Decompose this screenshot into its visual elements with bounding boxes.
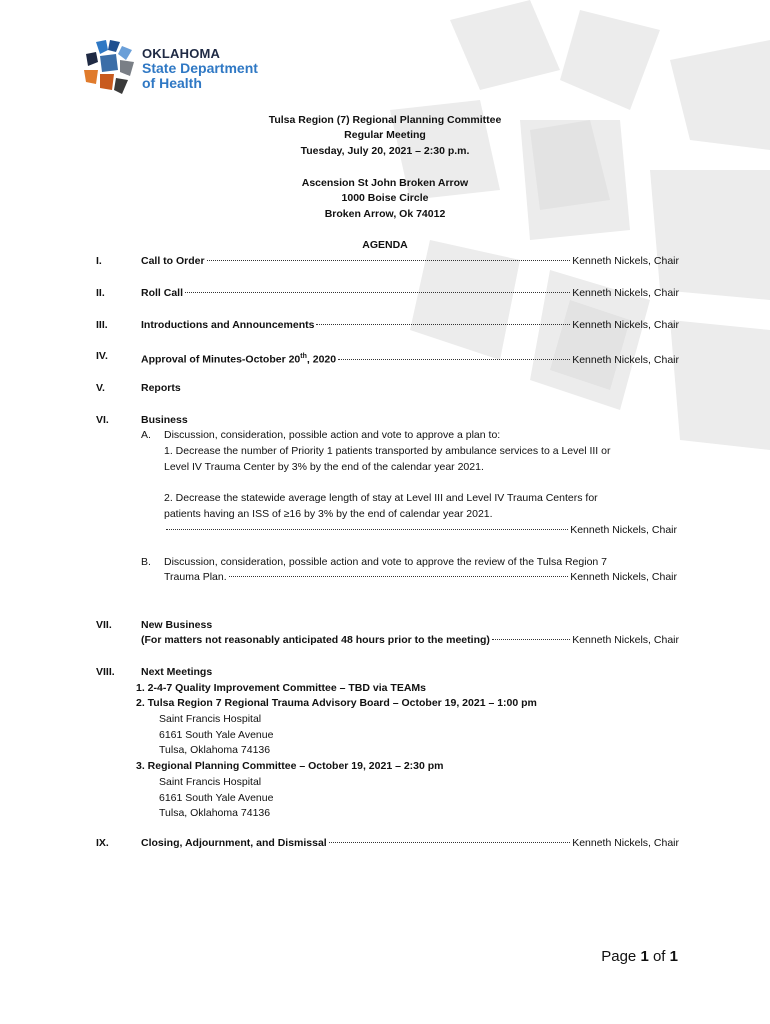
- item-vi-a-presenter: Kenneth Nickels, Chair: [570, 524, 677, 536]
- leader-dots: [166, 529, 568, 530]
- item-ii-presenter: Kenneth Nickels, Chair: [572, 287, 679, 299]
- item-vi-b-line2-text: Trauma Plan.: [164, 571, 227, 583]
- item-ix-title: Closing, Adjournment, and Dismissal: [141, 837, 327, 849]
- item-iv-title-superscript: th: [300, 353, 307, 360]
- logo-star-icon: [82, 40, 136, 96]
- item-iv-line: [141, 349, 679, 368]
- item-vii-number: VII.: [96, 619, 112, 631]
- meeting-2-street: 6161 South Yale Avenue: [159, 729, 274, 741]
- item-vi-b-line2: [164, 570, 677, 585]
- item-vii-line: [141, 633, 679, 648]
- logo-line-state-department: State Department: [142, 60, 258, 76]
- item-v-number: V.: [96, 382, 105, 394]
- meeting-2-city: Tulsa, Oklahoma 74136: [159, 744, 271, 756]
- item-viii-number: VIII.: [96, 666, 115, 678]
- logo-line-oklahoma: OKLAHOMA: [142, 46, 221, 61]
- watermark-star-graphic: [330, 0, 770, 470]
- meeting-3-street: 6161 South Yale Avenue: [159, 792, 274, 804]
- meeting-1: 1. 2-4-7 Quality Improvement Committee – TBD via TEAMs: [136, 682, 426, 694]
- location-street: 1000 Boise Circle: [341, 192, 429, 204]
- item-vi-a1-line2: Level IV Trauma Center by 3% by the end of the calendar year 2021.: [164, 461, 484, 473]
- item-vi-b-line1: Discussion, consideration, possible action and vote to approve the review of the Tulsa Region 7: [164, 556, 608, 568]
- leader-dots: [229, 576, 569, 577]
- meeting-type: Regular Meeting: [344, 129, 426, 141]
- agenda-heading: AGENDA: [362, 239, 408, 251]
- meeting-3-city: Tulsa, Oklahoma 74136: [159, 807, 271, 819]
- leader-dots: [185, 292, 570, 293]
- item-iii-line: [141, 318, 679, 333]
- item-ix-presenter: Kenneth Nickels, Chair: [572, 837, 679, 849]
- item-vi-b-presenter: Kenneth Nickels, Chair: [570, 571, 677, 583]
- item-vi-a-text: Discussion, consideration, possible action and vote to approve a plan to:: [164, 429, 501, 441]
- meeting-3-venue: Saint Francis Hospital: [159, 776, 262, 788]
- meeting-2-venue: Saint Francis Hospital: [159, 713, 262, 725]
- item-iv-number: IV.: [96, 350, 108, 362]
- item-iv-title-text: Approval of Minutes-October 20: [141, 353, 301, 366]
- oshd-logo: [82, 40, 282, 96]
- meeting-2: 2. Tulsa Region 7 Regional Trauma Advisory Board – October 19, 2021 – 1:00 pm: [136, 697, 537, 709]
- item-iv-title-year: , 2020: [306, 353, 337, 366]
- location-name: Ascension St John Broken Arrow: [301, 177, 469, 189]
- item-vi-a-label: A.: [141, 429, 151, 441]
- item-vii-subtitle: (For matters not reasonably anticipated 48 hours prior to the meeting): [141, 634, 490, 646]
- item-i-presenter: Kenneth Nickels, Chair: [572, 255, 679, 267]
- item-vi-title: Business: [141, 414, 188, 426]
- meeting-3: 3. Regional Planning Committee – October 19, 2021 – 2:30 pm: [136, 760, 444, 772]
- page-number: [601, 948, 678, 965]
- total-pages: 1: [669, 948, 678, 965]
- item-i-line: [141, 254, 679, 269]
- item-iv-title: [141, 349, 336, 368]
- item-vi-a-presenter-line: [164, 523, 677, 538]
- item-vi-b-label: B.: [141, 556, 151, 568]
- logo-line-of-health: of Health: [142, 75, 202, 91]
- leader-dots: [329, 842, 570, 843]
- item-iii-title: Introductions and Announcements: [141, 319, 315, 331]
- current-page: 1: [640, 948, 649, 965]
- leader-dots: [207, 260, 571, 261]
- meeting-title: Tulsa Region (7) Regional Planning Committee: [268, 114, 502, 126]
- item-iii-number: III.: [96, 319, 108, 331]
- item-iv-presenter: Kenneth Nickels, Chair: [572, 353, 679, 366]
- item-vi-a2-line2: patients having an ISS of ≥16 by 3% by the end of calendar year 2021.: [164, 508, 493, 520]
- item-vi-a1-line1: 1. Decrease the number of Priority 1 patients transported by ambulance services to a Level III or: [164, 445, 611, 457]
- item-ii-title: Roll Call: [141, 287, 184, 299]
- item-vii-presenter: Kenneth Nickels, Chair: [572, 634, 679, 646]
- page-word: Page: [601, 948, 637, 965]
- item-v-title: Reports: [141, 382, 181, 394]
- item-vii-title: New Business: [141, 619, 213, 631]
- meeting-date: Tuesday, July 20, 2021 – 2:30 p.m.: [300, 145, 470, 157]
- of-word: of: [652, 948, 666, 965]
- item-vi-a2-line1: 2. Decrease the statewide average length of stay at Level III and Level IV Trauma Centers for: [164, 492, 598, 504]
- item-ix-number: IX.: [96, 837, 109, 849]
- item-i-number: I.: [96, 255, 102, 267]
- item-viii-title: Next Meetings: [141, 666, 213, 678]
- leader-dots: [492, 639, 570, 640]
- item-vi-number: VI.: [96, 414, 109, 426]
- item-ix-line: [141, 836, 679, 851]
- leader-dots: [338, 359, 570, 360]
- item-ii-line: [141, 286, 679, 301]
- location-city: Broken Arrow, Ok 74012: [324, 208, 446, 220]
- leader-dots: [316, 324, 570, 325]
- item-i-title: Call to Order: [141, 255, 205, 267]
- item-ii-number: II.: [96, 287, 105, 299]
- item-iii-presenter: Kenneth Nickels, Chair: [572, 319, 679, 331]
